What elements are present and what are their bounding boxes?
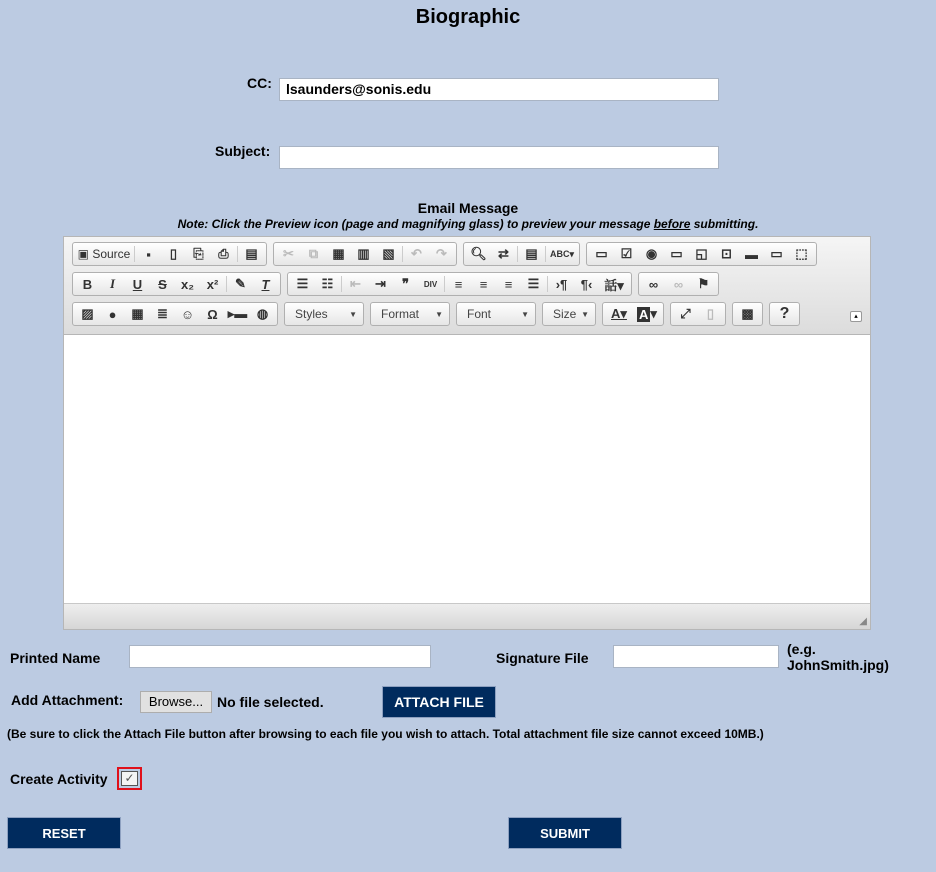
subscript-icon[interactable]: x₂	[180, 276, 194, 292]
styles-label: Styles	[295, 307, 328, 321]
spellcheck-icon[interactable]: ABC▾	[549, 248, 575, 259]
remove-format-icon[interactable]: T	[261, 276, 270, 292]
textarea-icon[interactable]: ◱	[695, 246, 708, 261]
paragraph-group	[287, 272, 632, 296]
language-icon[interactable]: 話▾	[604, 277, 624, 293]
preview-image-icon[interactable]: ▩	[741, 306, 754, 321]
bulleted-list-icon[interactable]: ☷	[321, 276, 334, 291]
copy-icon[interactable]: ⧉	[308, 246, 319, 261]
image-icon[interactable]: ▨	[81, 306, 94, 321]
print-icon[interactable]: ⎙	[218, 246, 229, 261]
align-center-icon[interactable]: ≡	[479, 276, 488, 292]
form-icon[interactable]: ▭	[595, 246, 608, 261]
size-dropdown[interactable]	[542, 302, 596, 326]
help-icon[interactable]: ?	[779, 305, 790, 322]
iframe-globe-icon[interactable]: ◍	[256, 306, 269, 321]
subject-input[interactable]	[279, 146, 719, 169]
show-blocks-icon[interactable]: ▯	[706, 306, 715, 321]
editor-content-area[interactable]	[64, 335, 870, 603]
collapse-toolbar-icon[interactable]: ▴	[850, 311, 862, 322]
resize-handle-icon[interactable]: ◢	[859, 616, 867, 627]
flash-icon[interactable]: ●	[108, 306, 117, 322]
editor-toolbar	[64, 237, 870, 335]
document-group	[72, 242, 267, 266]
radio-icon[interactable]: ◉	[645, 246, 658, 261]
paste-text-icon[interactable]: ▥	[357, 246, 370, 261]
table-icon[interactable]: ▦	[131, 306, 144, 321]
rich-text-editor	[63, 236, 871, 630]
select-field-icon[interactable]: ⊡	[721, 246, 732, 261]
format-label: Format	[381, 307, 420, 321]
image-button-icon[interactable]: ▭	[770, 246, 783, 261]
reset-button[interactable]: RESET	[7, 817, 121, 849]
subject-label: Subject:	[215, 143, 271, 159]
templates-icon[interactable]: ▤	[245, 246, 258, 261]
about-group	[732, 302, 763, 326]
attach-file-button[interactable]: ATTACH FILE	[382, 686, 496, 718]
blockquote-icon[interactable]: ❞	[402, 276, 409, 291]
rtl-icon[interactable]: ¶‹	[580, 276, 593, 292]
insert-group	[72, 302, 278, 326]
replace-icon[interactable]: ⇄	[498, 246, 509, 261]
editing-group	[463, 242, 580, 266]
link-icon[interactable]: ∞	[648, 276, 659, 292]
font-label: Font	[467, 307, 492, 321]
browse-button[interactable]: Browse...	[140, 691, 212, 713]
editor-resize-bar	[64, 603, 870, 629]
note-text: Note: Click the Preview icon (page and magnifying glass) to preview your message	[177, 217, 654, 231]
attachment-note: (Be sure to click the Attach File button after browsing to each file you wish to attach. Total attachment file size cannot exceed 10MB.)	[7, 727, 764, 741]
underline-icon[interactable]: U	[132, 276, 143, 292]
printed-name-label: Printed Name	[10, 650, 101, 666]
indent-icon[interactable]: ⇥	[375, 276, 386, 291]
signature-file-label: Signature File	[496, 650, 589, 666]
superscript-icon[interactable]: x²	[206, 276, 219, 292]
redo-icon[interactable]: ↷	[436, 246, 447, 261]
signature-file-input[interactable]	[613, 645, 779, 668]
file-status: No file selected.	[217, 694, 324, 710]
chevron-down-icon: ▼	[435, 309, 443, 319]
chevron-down-icon: ▼	[521, 309, 529, 319]
help-group	[769, 302, 800, 326]
checkbox-icon[interactable]: ☑	[620, 246, 633, 261]
align-left-icon[interactable]: ≡	[454, 276, 463, 292]
background-color-icon[interactable]: A ▾	[639, 306, 657, 322]
new-page-icon[interactable]: ▯	[169, 246, 178, 261]
cut-icon[interactable]: ✂	[283, 246, 294, 261]
paste-icon[interactable]: ▦	[332, 246, 345, 261]
colors-group	[602, 302, 664, 326]
tools-group	[670, 302, 726, 326]
button-icon[interactable]: ▬	[745, 246, 758, 262]
chevron-down-icon: ▼	[349, 309, 357, 319]
paste-word-icon[interactable]: ▧	[382, 246, 395, 261]
email-message-title: Email Message	[417, 200, 519, 216]
ltr-icon[interactable]: ›¶	[555, 276, 568, 292]
undo-icon[interactable]: ↶	[411, 246, 422, 261]
text-color-icon[interactable]: A▾	[611, 306, 627, 321]
page-break-icon[interactable]: ▸▬	[227, 306, 248, 321]
outdent-icon[interactable]: ⇤	[350, 276, 361, 291]
find-icon[interactable]: 🔍︎	[470, 246, 487, 261]
align-right-icon[interactable]: ≡	[504, 276, 513, 292]
styles-dropdown[interactable]	[284, 302, 364, 326]
justify-icon[interactable]: ☰	[527, 276, 540, 291]
anchor-flag-icon[interactable]: ⚑	[697, 276, 710, 291]
preview-icon[interactable]: ⎘	[193, 246, 204, 261]
copy-format-icon[interactable]: ✎	[235, 276, 246, 291]
links-group	[638, 272, 719, 296]
page-title: Biographic	[415, 6, 521, 28]
source-button[interactable]	[75, 243, 133, 265]
note-emphasis: before	[653, 217, 691, 231]
create-activity-label: Create Activity	[10, 771, 108, 787]
text-field-icon[interactable]: ▭	[670, 246, 683, 261]
font-dropdown[interactable]	[456, 302, 536, 326]
unlink-icon[interactable]: ∞	[673, 276, 684, 292]
submit-button[interactable]: SUBMIT	[508, 817, 622, 849]
numbered-list-icon[interactable]: ☰	[296, 276, 309, 291]
checkmark-icon: ✓	[121, 771, 138, 786]
select-all-icon[interactable]: ▤	[525, 246, 538, 261]
italic-icon[interactable]: I	[109, 276, 116, 291]
special-char-icon[interactable]: Ω	[207, 306, 218, 322]
signature-hint: (e.g. JohnSmith.jpg)	[787, 641, 889, 673]
clipboard-group	[273, 242, 457, 266]
note-text-end: submitting.	[690, 217, 759, 231]
basicstyles-group	[72, 272, 281, 296]
div-icon[interactable]: DIV	[423, 279, 438, 289]
preview-note	[0, 217, 936, 231]
chevron-down-icon: ▼	[581, 309, 589, 319]
smiley-icon[interactable]: ☺	[180, 306, 195, 322]
create-activity-checkbox[interactable]	[117, 767, 142, 790]
format-dropdown[interactable]	[370, 302, 450, 326]
hidden-field-icon[interactable]: ⬚	[795, 246, 808, 261]
forms-group	[586, 242, 817, 266]
printed-name-input[interactable]	[129, 645, 431, 668]
source-label: Source	[92, 247, 131, 261]
strikethrough-icon[interactable]: S	[158, 276, 167, 292]
horizontal-rule-icon[interactable]: ≣	[157, 306, 168, 321]
add-attachment-label: Add Attachment:	[11, 692, 124, 708]
source-icon: ▣	[77, 247, 93, 261]
cc-label: CC:	[247, 75, 272, 91]
bold-icon[interactable]: B	[82, 276, 93, 292]
maximize-icon[interactable]: ⤢	[680, 306, 691, 321]
save-icon[interactable]: ▪	[146, 246, 151, 262]
size-label: Size	[553, 307, 577, 321]
cc-input[interactable]: lsaunders@sonis.edu	[279, 78, 719, 101]
